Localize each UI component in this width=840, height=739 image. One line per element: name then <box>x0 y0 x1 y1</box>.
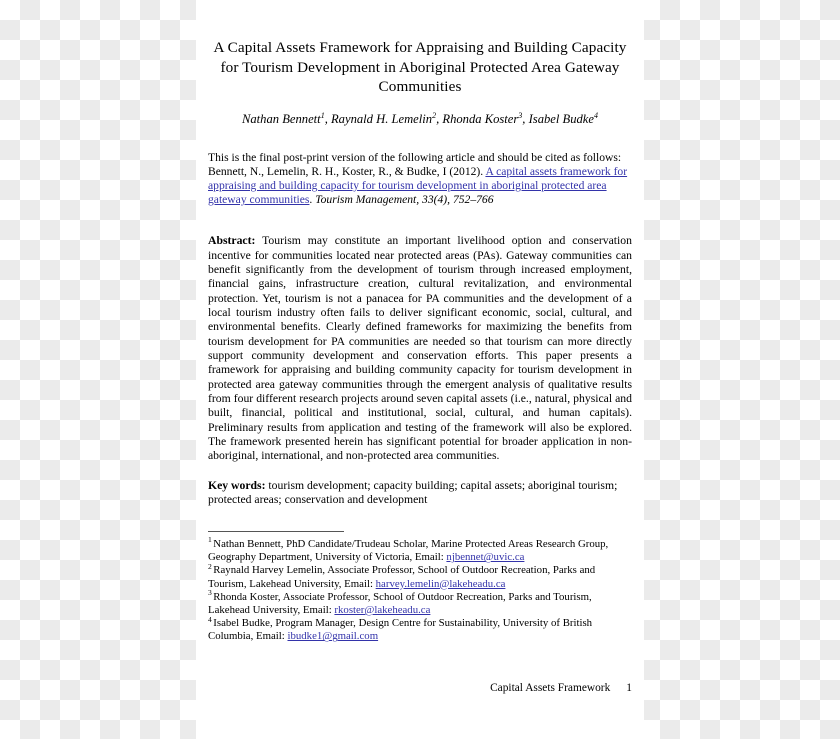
author-separator-2: , <box>436 111 443 126</box>
keywords-text: tourism development; capacity building; capital assets; aboriginal tourism; protected areas; conservation and development <box>208 478 618 507</box>
author-separator-1: , <box>324 111 331 126</box>
footnote-text: Isabel Budke, Program Manager, Design Centre for Sustainability, University of British Columbia, Email: <box>208 617 593 643</box>
author-name-2: Raynald H. Lemelin <box>330 111 433 126</box>
footnote-item <box>208 561 634 590</box>
footnote-section <box>208 535 634 644</box>
document-page <box>196 0 644 739</box>
footnote-item <box>208 614 634 643</box>
footnote-text: Raynald Harvey Lemelin, Associate Professor, School of Outdoor Recreation, Parks and Tourism, Lakehead University, Email: <box>208 564 596 590</box>
author-marker-4: 4 <box>594 110 598 120</box>
keywords-label: Key words: <box>208 478 266 492</box>
citation-intro: This is the final post-print version of the following article and should be cited as follows: Bennett, N., Lemelin, R. H., Koster, R., & Budke, I (2012). <box>208 150 622 178</box>
abstract-label: Abstract: <box>208 234 256 248</box>
citation-after-link: . <box>309 193 316 207</box>
page-content <box>208 0 632 508</box>
keywords-paragraph <box>208 464 632 508</box>
author-marker-3: 3 <box>518 110 523 120</box>
footnote-text: Rhonda Koster, Associate Professor, School of Outdoor Recreation, Parks and Tourism, Lakehead University, Email: <box>208 590 592 617</box>
footnote-marker: 3 <box>208 588 212 598</box>
page-footer <box>208 682 632 694</box>
footnote-separator-rule <box>208 531 344 532</box>
footnote-email-link[interactable]: njbennet@uvic.ca <box>446 551 525 564</box>
running-head: Capital Assets Framework <box>490 682 611 694</box>
footnote-email-link[interactable]: harvey.lemelin@lakeheadu.ca <box>375 577 506 590</box>
footnote-email-link[interactable]: rkoster@lakeheadu.ca <box>334 604 431 617</box>
author-name-3: Rhonda Koster <box>442 111 519 126</box>
footnote-marker: 1 <box>208 535 212 545</box>
footnote-email-link[interactable]: ibudke1@gmail.com <box>287 630 379 643</box>
footnote-item <box>208 535 634 564</box>
citation-block <box>208 127 632 208</box>
abstract-paragraph <box>208 207 632 464</box>
author-separator-3: , <box>522 111 529 126</box>
author-marker-1: 1 <box>320 110 325 120</box>
footnote-marker: 4 <box>208 614 212 624</box>
author-name-1: Nathan Bennett <box>241 111 321 126</box>
footnote-marker: 2 <box>208 561 212 571</box>
author-name-4: Isabel Budke <box>528 111 594 126</box>
author-marker-2: 2 <box>432 110 437 120</box>
article-doi-link[interactable]: A capital assets framework for appraising and building capacity for tourism development in aboriginal protected area gateway communities <box>208 164 628 207</box>
author-list <box>208 97 632 127</box>
page-title: A Capital Assets Framework for Appraising and Building Capacity for Tourism Development in Aboriginal Protected Area Gateway Communities <box>213 39 627 95</box>
abstract-text: Tourism may constitute an important livelihood option and conservation incentive for communities located near protected areas (PAs). Gateway communities can benefit significantly from the development of tourism through increased employment, financial gains, infrastructure creation, cultural revitalization, and environmental protection. Yet, tourism is not a panacea for PA communities and the development of a local tourism industry often fails to deliver significant economic, social, cultural, and environmental benefits. Clearly defined frameworks for maximizing the benefits from tourism development for PA communities are needed so that tourism can more directly support community development and conservation efforts. This paper presents a framework for appraising and building community capacity for tourism development in protected area gateway communities through the emergent analysis of qualitative results from four different research projects around seven capital assets (i.e., natural, physical and built, financial, political and institutional, social, cultural, and human capitals). Preliminary results from application and testing of the framework will also be explored. The framework presented herein has significant potential for broader application in non-aboriginal, international, and non-protected area communities. <box>208 234 632 463</box>
footnote-text: Nathan Bennett, PhD Candidate/Trudeau Scholar, Marine Protected Areas Research Group, Geography Department, University of Victoria, Email: <box>208 538 609 564</box>
journal-reference: Tourism Management, 33(4), 752–766 <box>315 193 494 207</box>
footnote-item <box>208 588 634 617</box>
page-number: 1 <box>626 682 632 694</box>
